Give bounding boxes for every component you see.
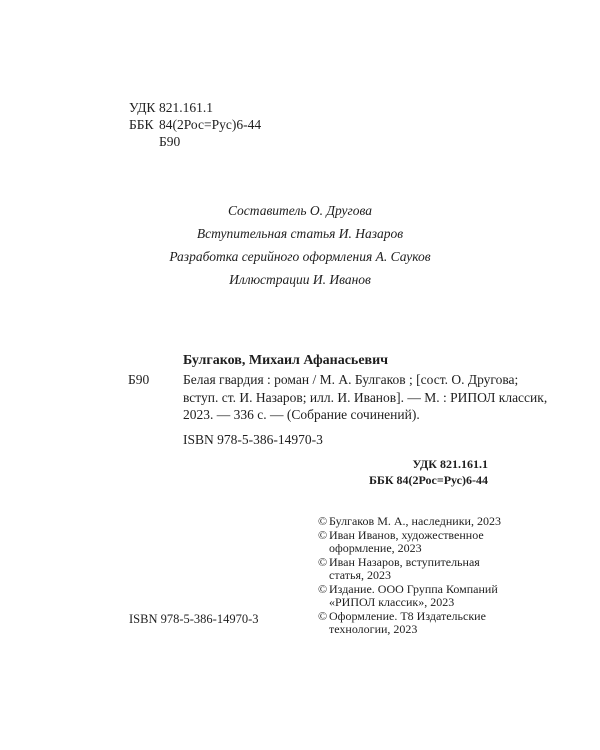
bbk-code: ББК 84(2Рос=Рус)6-44 xyxy=(368,473,488,487)
copyright-text xyxy=(329,556,480,583)
copyright-line: Иван Иванов, художественное xyxy=(329,527,484,542)
author-sign-row xyxy=(129,133,261,150)
bib-description-line: Белая гвардия : роман / М. А. Булгаков ; [сост. О. Другова; xyxy=(183,372,519,387)
author-sign-value: Б90 xyxy=(159,134,181,149)
udk-code: УДК 821.161.1 xyxy=(412,457,488,471)
bib-description xyxy=(183,371,548,424)
udk-row xyxy=(129,99,261,116)
bib-description-line: 2023. — 336 с. — (Собрание сочинений). xyxy=(183,407,420,422)
classification-block-bottom xyxy=(369,456,488,488)
bib-author: Булгаков, Михаил Афанасьевич xyxy=(183,353,389,368)
credit-introduction: Вступительная статья И. Назаров xyxy=(196,226,404,241)
bbk-row xyxy=(129,116,261,133)
copyright-item xyxy=(318,583,518,610)
copyright-symbol: © xyxy=(318,514,328,528)
copyright-line: «РИПОЛ классик», 2023 xyxy=(329,595,455,609)
copyright-line: Иван Назаров, вступительная xyxy=(329,554,480,569)
copyright-symbol: © xyxy=(318,554,328,569)
copyright-text xyxy=(329,515,501,529)
udk-value: 821.161.1 xyxy=(159,100,213,115)
copyright-symbol: © xyxy=(318,581,328,596)
bib-isbn: ISBN 978-5-386-14970-3 xyxy=(183,432,323,447)
copyright-symbol: © xyxy=(318,608,328,623)
bbk-label: ББК xyxy=(129,117,154,132)
copyright-item xyxy=(318,556,518,583)
copyright-list xyxy=(318,515,518,637)
copyright-item xyxy=(318,529,518,556)
bbk-value: 84(2Рос=Рус)6-44 xyxy=(159,117,262,132)
copyright-item xyxy=(318,515,518,529)
copyright-line: Оформление. Т8 Издательские xyxy=(329,608,486,623)
bib-description-line: вступ. ст. И. Назаров; илл. И. Иванов]. — М. : РИПОЛ классик, xyxy=(183,389,548,405)
copyright-text xyxy=(329,610,486,637)
copyright-text xyxy=(329,583,498,610)
credit-compiler: Составитель О. Другова xyxy=(227,203,373,218)
credit-series-design: Разработка серийного оформления А. Сауков xyxy=(169,249,431,264)
copyright-line: оформление, 2023 xyxy=(329,541,422,555)
udk-label: УДК xyxy=(129,100,156,115)
credits-block xyxy=(150,199,450,291)
credit-illustrations: Иллюстрации И. Иванов xyxy=(229,272,371,287)
copyright-item xyxy=(318,610,518,637)
author-sign-label xyxy=(129,133,159,150)
copyright-line: технологии, 2023 xyxy=(329,622,418,636)
copyright-symbol: © xyxy=(318,527,328,542)
copyright-line: Булгаков М. А., наследники, 2023 xyxy=(329,514,501,528)
classification-block-top xyxy=(129,99,261,150)
isbn-footer: ISBN 978-5-386-14970-3 xyxy=(129,612,259,626)
copyright-line: Издание. ООО Группа Компаний xyxy=(329,581,498,596)
copyright-line: статья, 2023 xyxy=(329,568,391,582)
copyright-text xyxy=(329,529,484,556)
bib-author-sign: Б90 xyxy=(128,372,150,387)
